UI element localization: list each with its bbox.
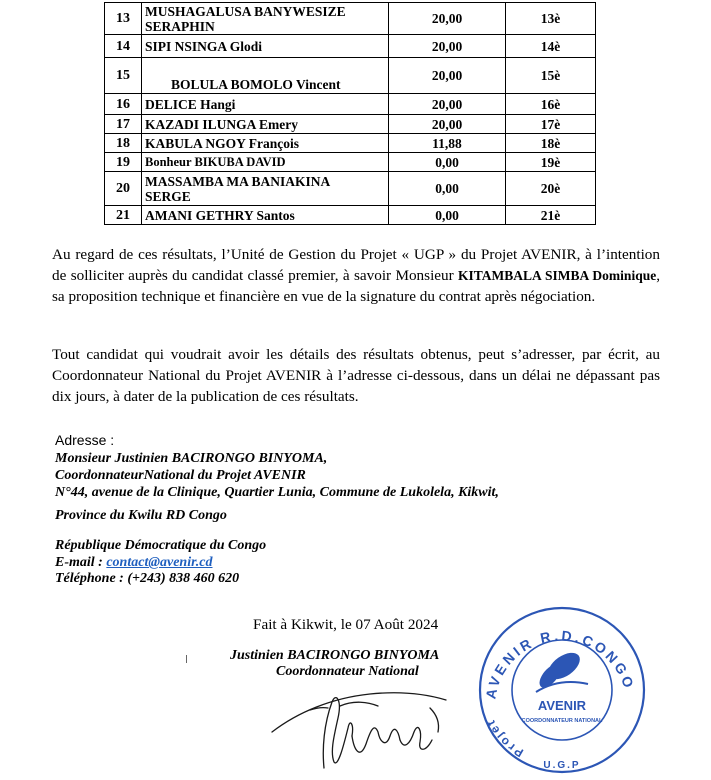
candidate-score: 20,00 bbox=[389, 115, 506, 134]
candidate-name: BOLULA BOMOLO Vincent bbox=[142, 58, 389, 94]
candidate-rank: 19è bbox=[506, 153, 596, 172]
place-date: Fait à Kikwit, le 07 Août 2024 bbox=[253, 616, 439, 633]
candidate-rank: 20è bbox=[506, 172, 596, 206]
stamp-center-sub: COORDONNATEUR NATIONAL bbox=[521, 718, 603, 724]
candidate-name: SIPI NSINGA Glodi bbox=[142, 35, 389, 58]
table-row bbox=[105, 153, 596, 172]
table-row bbox=[105, 94, 596, 115]
candidate-rank: 15è bbox=[506, 58, 596, 94]
signatory-name: Justinien BACIRONGO BINYOMA bbox=[230, 648, 440, 663]
row-number: 14 bbox=[105, 35, 142, 58]
candidate-name: MUSHAGALUSA BANYWESIZE SERAPHIN bbox=[142, 3, 389, 35]
selected-candidate-name: KITAMBALA SIMBA Dominique bbox=[458, 268, 657, 283]
table-row bbox=[105, 172, 596, 206]
stamp-center-name: AVENIR bbox=[537, 698, 587, 713]
address-street: N°44, avenue de la Clinique, Quartier Lunia, Commune de Lukolela, Kikwit, bbox=[55, 485, 499, 500]
candidate-name: KABULA NGOY François bbox=[142, 134, 389, 153]
row-number: 20 bbox=[105, 172, 142, 206]
candidate-rank: 14è bbox=[506, 35, 596, 58]
details-paragraph: Tout candidat qui voudrait avoir les détails des résultats obtenus, peut s’adresser, par écrit, au Coordonnateur National du Projet AVENIR à l’adresse ci-dessous, dans un délai ne dépassant pas dix jours, à dater de la publication de ces résultats. bbox=[52, 346, 660, 405]
table-row bbox=[105, 35, 596, 58]
official-stamp bbox=[466, 596, 656, 780]
table-row bbox=[105, 134, 596, 153]
address-province: Province du Kwilu RD Congo bbox=[55, 508, 227, 523]
stamp-ring-text: AVENIR R.D.CONGO bbox=[482, 627, 638, 701]
row-number: 16 bbox=[105, 94, 142, 115]
row-number: 15 bbox=[105, 58, 142, 94]
candidate-rank: 21è bbox=[506, 206, 596, 225]
candidate-name: Bonheur BIKUBA DAVID bbox=[142, 153, 389, 172]
stamp-ring-left-text: Projet bbox=[482, 716, 526, 761]
address-phone: Téléphone : (+243) 838 460 620 bbox=[55, 571, 240, 586]
email-link[interactable]: contact@avenir.cd bbox=[106, 555, 213, 570]
candidate-score: 20,00 bbox=[389, 58, 506, 94]
candidate-rank: 16è bbox=[506, 94, 596, 115]
signatory-title: Coordonnateur National bbox=[276, 664, 419, 679]
candidate-rank: 17è bbox=[506, 115, 596, 134]
ink-mark bbox=[186, 655, 191, 663]
address-name: Monsieur Justinien BACIRONGO BINYOMA, bbox=[55, 451, 328, 466]
row-number: 18 bbox=[105, 134, 142, 153]
candidate-name: AMANI GETHRY Santos bbox=[142, 206, 389, 225]
stamp-bottom-text: U.G.P bbox=[543, 760, 581, 771]
address-label: Adresse : bbox=[55, 432, 115, 448]
candidate-score: 20,00 bbox=[389, 94, 506, 115]
candidate-score: 20,00 bbox=[389, 3, 506, 35]
results-table bbox=[104, 2, 596, 225]
stamp-emblem bbox=[536, 647, 588, 692]
candidate-rank: 13è bbox=[506, 3, 596, 35]
row-number: 13 bbox=[105, 3, 142, 35]
candidate-name: KAZADI ILUNGA Emery bbox=[142, 115, 389, 134]
address-email: E-mail : contact@avenir.cd bbox=[55, 555, 213, 570]
address-role: CoordonnateurNational du Projet AVENIR bbox=[55, 468, 306, 483]
candidate-score: 20,00 bbox=[389, 35, 506, 58]
row-number: 17 bbox=[105, 115, 142, 134]
table-row bbox=[105, 3, 596, 35]
results-paragraph: Au regard de ces résultats, l’Unité de Gestion du Projet « UGP » du Projet AVENIR, à l’intention de solliciter auprès du candidat classé premier, à savoir Monsieur KITAMBALA SIMBA Dominique, sa proposition technique et financière en vue de la signature du contrat après négociation. bbox=[52, 246, 660, 305]
candidate-name: DELICE Hangi bbox=[142, 94, 389, 115]
candidate-rank: 18è bbox=[506, 134, 596, 153]
candidate-score: 0,00 bbox=[389, 153, 506, 172]
handwritten-signature bbox=[250, 640, 490, 775]
candidate-score: 0,00 bbox=[389, 172, 506, 206]
table-row bbox=[105, 115, 596, 134]
table-row bbox=[105, 206, 596, 225]
address-country: République Démocratique du Congo bbox=[55, 538, 267, 553]
candidate-name: MASSAMBA MA BANIAKINA SERGE bbox=[142, 172, 389, 206]
row-number: 21 bbox=[105, 206, 142, 225]
candidate-score: 11,88 bbox=[389, 134, 506, 153]
table-row bbox=[105, 58, 596, 94]
candidate-score: 0,00 bbox=[389, 206, 506, 225]
row-number: 19 bbox=[105, 153, 142, 172]
